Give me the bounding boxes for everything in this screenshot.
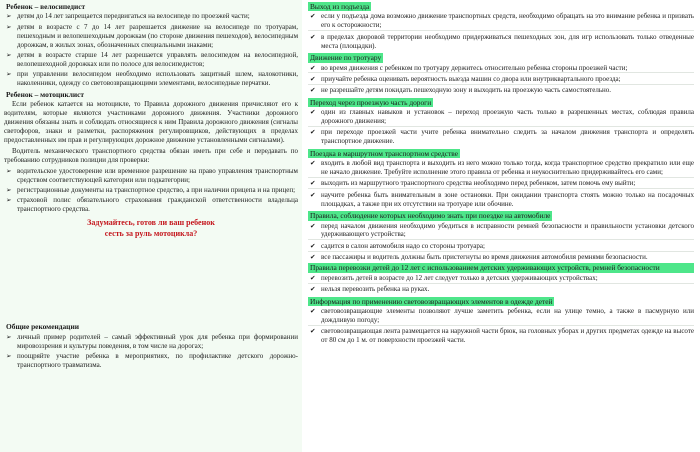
general-heading: Общие рекомендации [6, 322, 79, 332]
list-item [308, 307, 694, 326]
checkmark-bullet-icon: ✔ [310, 221, 316, 230]
list-item-text: световозвращающие элементы позволяют лучше заметить ребенка, если на улице темно, а также в пасмурную или дождливую погоду; [321, 307, 694, 325]
moto-warning-line: сесть за руль мотоцикла? [104, 228, 198, 238]
checkmark-bullet-icon: ✔ [310, 307, 316, 316]
moto-paragraph: Если ребенок катается на мотоцикле, то Правила дорожного движения причисляют его к водителям, которые являются участниками дорожного движения. Участники дорожного движения обязаны знать и соблюдать относящиеся к ним Правила дорожного движения (сигналы светофоров, знаки и разметки, распоряжения регулировщиков, действующих в пределах предоставленных им прав и регулирующих дорожное движение установленными сигналами). [4, 100, 298, 144]
arrow-bullet-icon: ➢ [6, 332, 12, 341]
arrow-bullet-icon: ➢ [6, 351, 12, 360]
spacer [4, 239, 298, 321]
list-item [308, 222, 694, 241]
list-item-text: при переходе проезжей части учите ребенка внимательно следить за началом движения транспорта и определять транспортное движение. [321, 128, 694, 146]
list-item [308, 108, 694, 127]
crossing-list [308, 108, 694, 146]
arrow-bullet-icon: ➢ [6, 51, 12, 60]
list-item-text: при управлении велосипедом необходимо использовать защитный шлем, налокотники, наколенники, одежду со световозвращающими элементами, велосипедные перчатки. [17, 70, 298, 88]
list-item-text: водительское удостоверение или временное разрешение на право управления транспортным средством соответствующей категории или подкатегории; [17, 166, 298, 184]
list-item-text: детям в возрасте старше 14 лет разрешается управлять велосипедом на велосипедной, велопешеходной дорожках или по полосе для велосипедистов; [17, 51, 298, 69]
sidewalk-heading: Движение по тротуару [310, 53, 382, 63]
list-item-text: перед началом движения необходимо убедиться в исправности ремней безопасности и правильности установки детского удерживающего устройства; [321, 221, 694, 239]
list-item [308, 12, 694, 31]
right-column [306, 0, 698, 452]
crossing-heading: Переход через проезжую часть дороги [310, 97, 432, 107]
moto-documents-intro: Водитель механического транспортного средства обязан иметь при себе и передавать по требованию сотрудников полиции для проверки: [4, 146, 298, 164]
checkmark-bullet-icon: ✔ [310, 285, 316, 294]
left-column [0, 0, 302, 452]
moto-heading: Ребенок – мотоциклист [6, 89, 85, 99]
list-item-text: регистрационные документы на транспортное средство, а при наличии прицепа и на прицеп; [17, 186, 296, 195]
checkmark-bullet-icon: ✔ [310, 12, 316, 21]
under12-heading: Правила перевозки детей до 12 лет с использованием детских удерживающих устройств, ремней безопасности [308, 263, 694, 272]
list-item [308, 327, 694, 345]
checkmark-bullet-icon: ✔ [310, 159, 316, 168]
checkmark-bullet-icon: ✔ [310, 327, 316, 336]
cyclist-list [4, 12, 298, 88]
exit-list [308, 12, 694, 50]
reflective-heading: Информация по применению световозвращающих элементов в одежде детей [310, 296, 553, 306]
list-item-text: не разрешайте детям покидать пешеходную зону и выходить на проезжую часть самостоятельно. [321, 86, 612, 95]
checkmark-bullet-icon: ✔ [310, 179, 316, 188]
under12-list [308, 274, 694, 294]
list-item-text: приучайте ребенка оценивать вероятность выезда машин со двора или внутриквартального проезда; [321, 74, 621, 83]
list-item-text: садится в салон автомобиля надо со стороны тротуара; [321, 241, 485, 250]
list-item [4, 23, 298, 50]
arrow-bullet-icon: ➢ [6, 166, 12, 175]
cyclist-heading: Ребенок – велосипедист [6, 2, 86, 11]
moto-warning [4, 218, 298, 239]
list-item-text: все пассажиры и водитель должны быть пристегнуты во время движения автомобиля ремнями безопасности. [321, 253, 648, 262]
list-item [308, 179, 694, 189]
list-item-text: поощряйте участие ребенка в мероприятиях, по профилактике детского дорожно-транспортного травматизма. [17, 351, 298, 369]
checkmark-bullet-icon: ✔ [310, 108, 316, 117]
list-item-text: в пределах дворовой территории необходимо придерживаться пешеходных зон, для игр использовать только отведенные места (площадки). [321, 32, 694, 50]
list-item-text: входить в любой вид транспорта и выходить из него можно только тогда, когда транспортное средство прекратило или еще не начало движение. Требуйте исполнение этого правила от ребенка и неукоснительно придерживайтесь его сами; [321, 159, 694, 177]
list-item-text: во время движения с ребенком по тротуару держитесь относительно ребенка стороны проезжей части; [321, 63, 628, 72]
list-item [308, 253, 694, 262]
list-item [308, 64, 694, 74]
list-item [4, 186, 298, 195]
list-item-text: если у подъезда дома возможно движение транспортных средств, необходимо обращать на это внимание ребенка и призвать его к осторожности; [321, 12, 694, 30]
checkmark-bullet-icon: ✔ [310, 86, 316, 95]
list-item [4, 333, 298, 351]
general-list [4, 333, 298, 370]
list-item [308, 159, 694, 178]
checkmark-bullet-icon: ✔ [310, 32, 316, 41]
moto-warning-line: Задумайтесь, готов ли ваш ребенок [87, 218, 215, 228]
arrow-bullet-icon: ➢ [6, 196, 12, 205]
reflective-list [308, 307, 694, 345]
list-item-text: детям в возрасте с 7 до 14 лет разрешается движение на велосипеде по тротуарам, пешеходным и велопешеходным дорожкам (по стороне движения пешеходов), велосипедным дорожкам, в жилых зонах, обозначенных специальными знаками; [17, 22, 298, 49]
moto-documents-list [4, 167, 298, 215]
list-item [308, 75, 694, 85]
arrow-bullet-icon: ➢ [6, 22, 12, 31]
car-heading: Правила, соблюдение которых необходимо знать при поездке на автомобиле [310, 211, 551, 221]
checkmark-bullet-icon: ✔ [310, 74, 316, 83]
sidewalk-list [308, 64, 694, 96]
list-item-text: научите ребенка быть внимательным в зоне остановки. При ожидании транспорта стоять можно только на посадочных площадках, а также при их отсутствии на тротуаре или обочине. [321, 190, 694, 208]
car-list [308, 222, 694, 263]
list-item-text: один из главных навыков и установок – переход проезжую часть только в разрешенных местах, соблюдая правила дорожного движения; [321, 108, 694, 125]
checkmark-bullet-icon: ✔ [310, 63, 316, 72]
arrow-bullet-icon: ➢ [6, 186, 12, 195]
list-item-text: личный пример родителей – самый эффективный урок для ребенка при формировании мировоззрения и культуры поведения, в том числе на дорогах; [17, 332, 298, 350]
transport-heading: Поездка в маршрутном транспортном средстве [310, 148, 459, 158]
list-item [308, 274, 694, 284]
list-item [4, 70, 298, 88]
list-item [308, 86, 694, 95]
list-item [4, 167, 298, 185]
exit-heading: Выход из подъезда [310, 2, 370, 11]
list-item [308, 191, 694, 209]
transport-list [308, 159, 694, 209]
arrow-bullet-icon: ➢ [6, 70, 12, 79]
list-item-text: детям до 14 лет запрещается передвигаться на велосипеде по проезжей части; [17, 12, 250, 21]
checkmark-bullet-icon: ✔ [310, 253, 316, 262]
list-item-text: световозвращающая лента размещается на наружной части брюк, на головных уборах и других предметах одежде на высоте от 80 см до 1 м. от поверхности проезжей части. [321, 327, 694, 345]
list-item [4, 12, 298, 21]
list-item-text: выходить из маршрутного транспортного средства необходимо перед ребенком, затем помочь ему выйти; [321, 179, 636, 188]
checkmark-bullet-icon: ✔ [310, 190, 316, 199]
checkmark-bullet-icon: ✔ [310, 128, 316, 137]
list-item [308, 33, 694, 51]
list-item-text: нельзя перевозить ребенка на руках. [321, 285, 430, 294]
list-item [308, 285, 694, 294]
arrow-bullet-icon: ➢ [6, 12, 12, 21]
list-item-text: страховой полис обязательного страхования гражданской ответственности владельца транспортного средства. [17, 196, 298, 214]
list-item [308, 242, 694, 252]
list-item [4, 352, 298, 370]
list-item [4, 196, 298, 214]
list-item [4, 51, 298, 69]
checkmark-bullet-icon: ✔ [310, 273, 316, 282]
list-item [308, 128, 694, 146]
list-item-text: перевозить детей в возрасте до 12 лет следует только в детских удерживающих устройствах; [321, 273, 598, 282]
checkmark-bullet-icon: ✔ [310, 241, 316, 250]
